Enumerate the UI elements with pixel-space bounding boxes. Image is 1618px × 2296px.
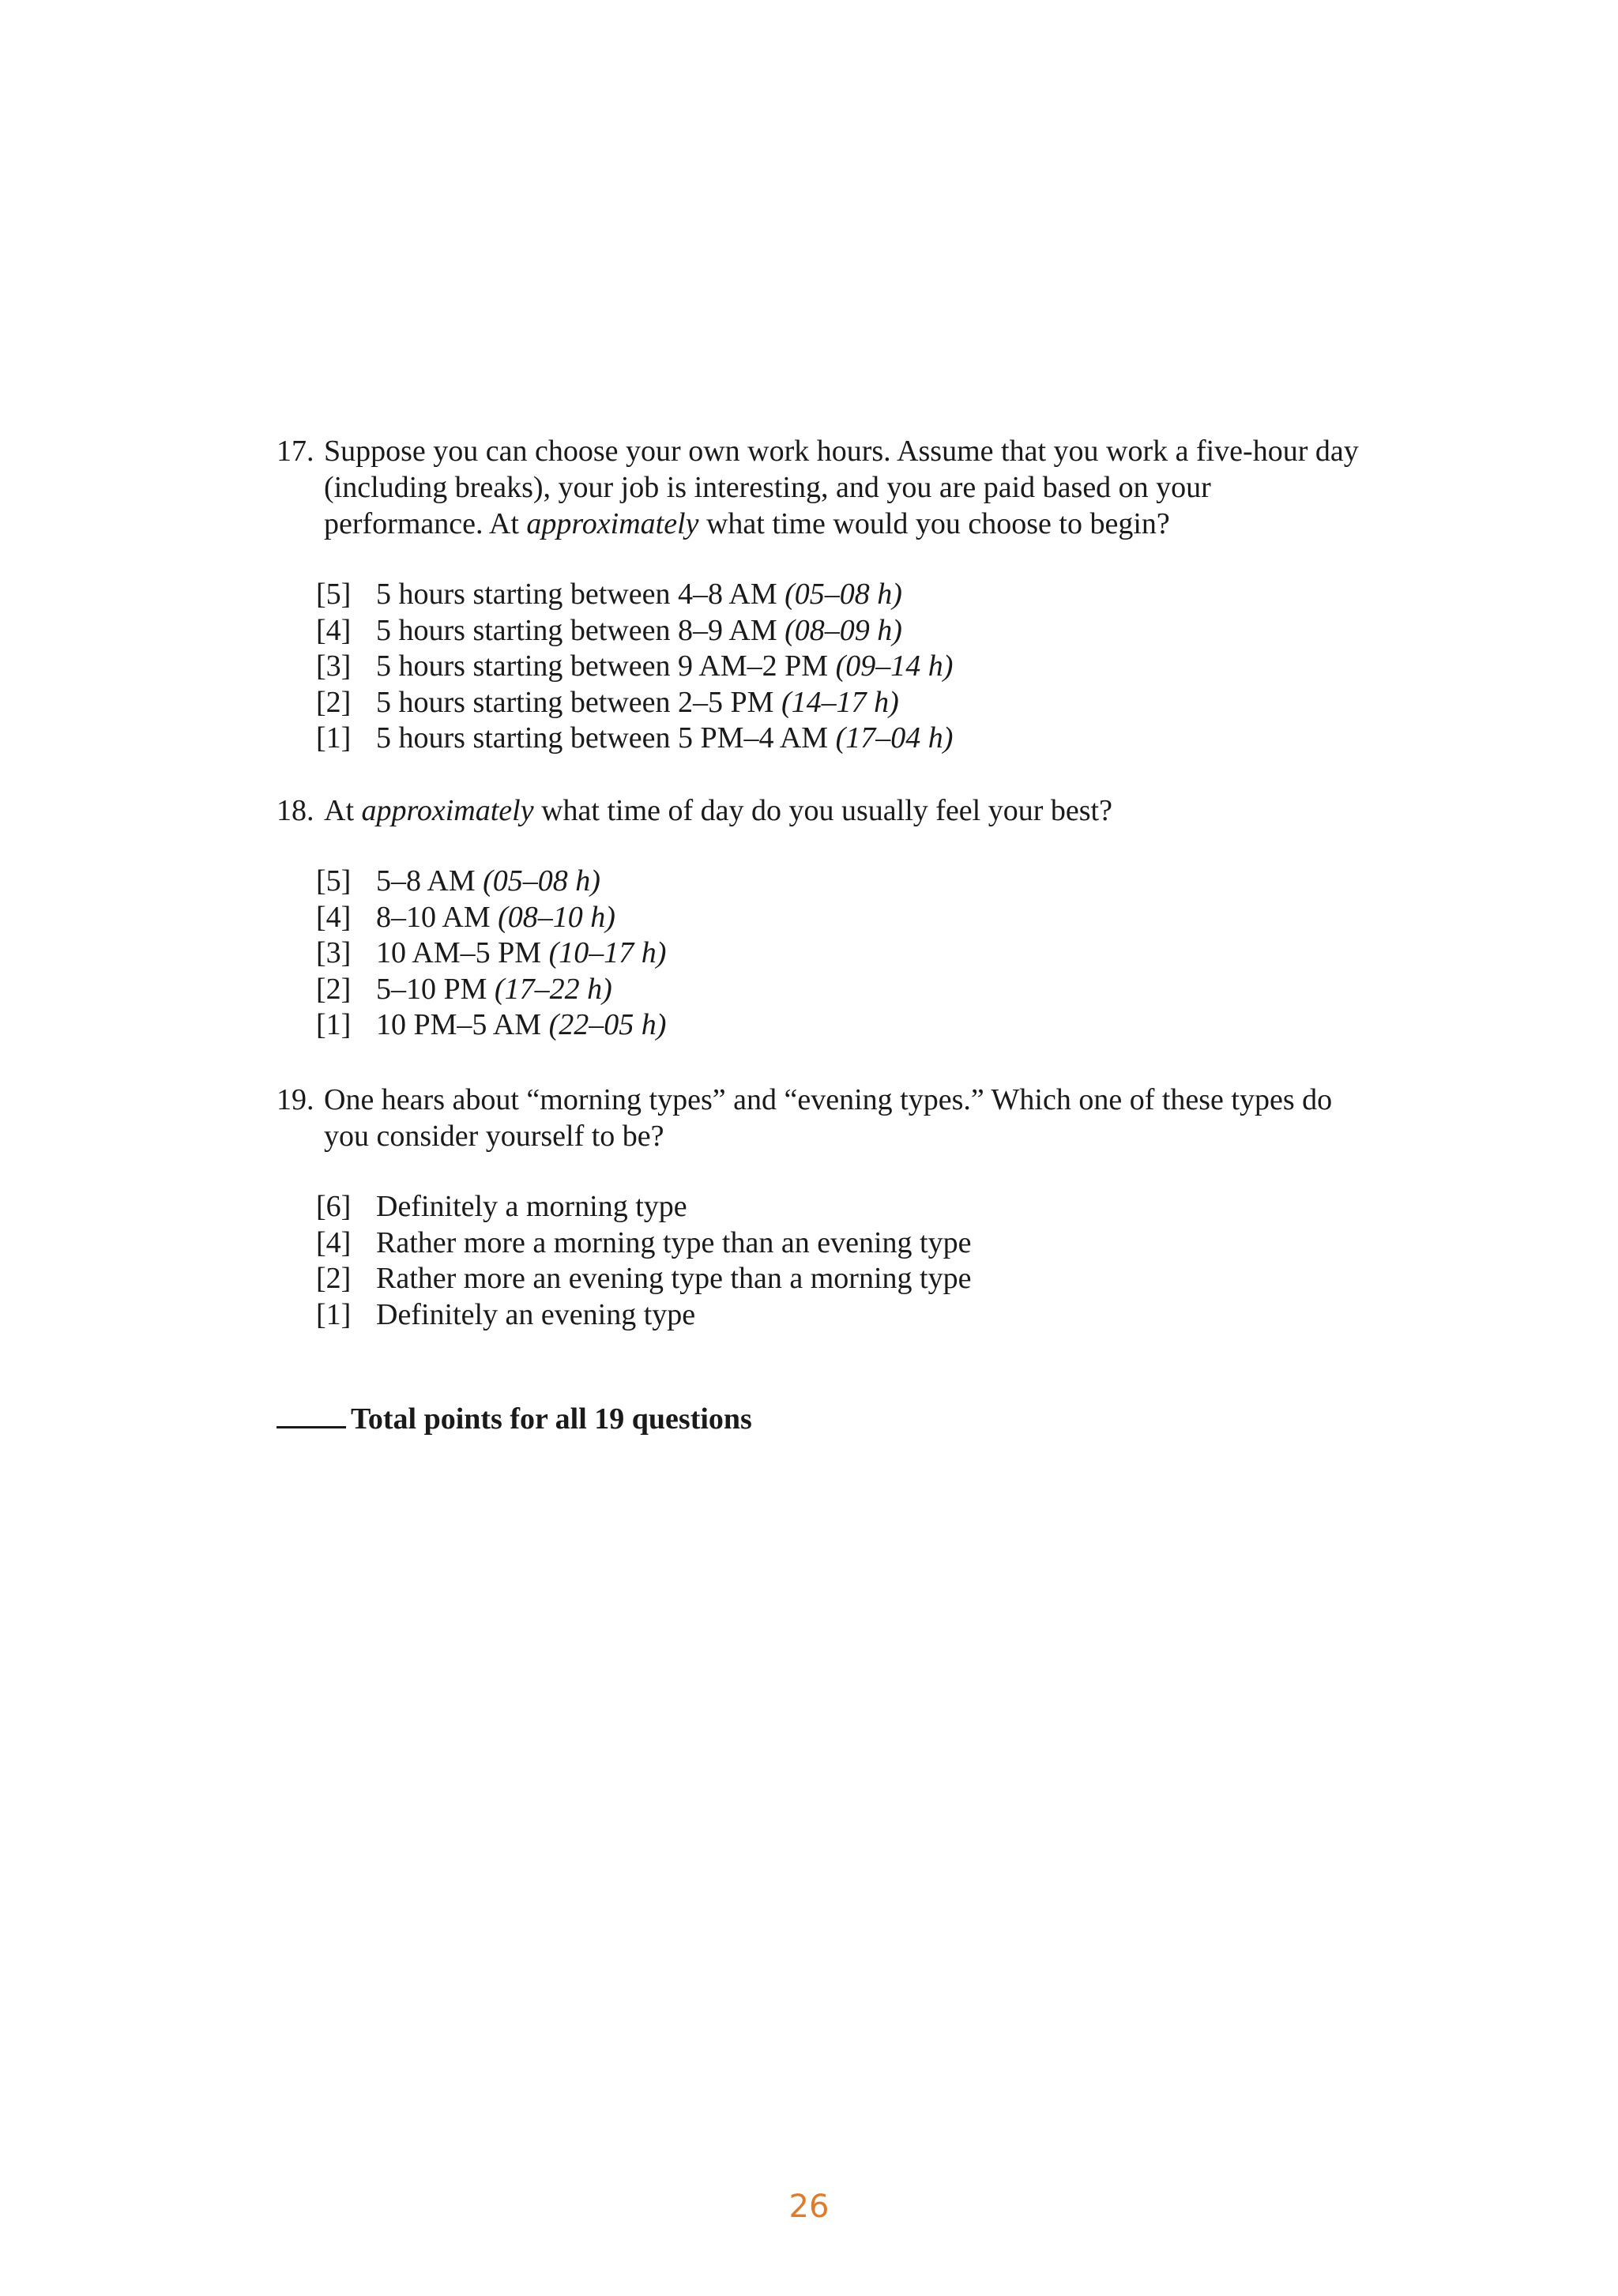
emphasis-text: approximately	[526, 507, 699, 540]
option-text: Definitely an evening type	[376, 1297, 696, 1331]
option-hours: (10–17 h)	[548, 936, 667, 969]
answer-options	[277, 864, 1446, 1044]
option-hours: (05–08 h)	[483, 864, 600, 898]
option-text: 5–8 AM	[376, 864, 484, 898]
question-17	[277, 433, 1446, 757]
option-text: 5–10 PM	[376, 972, 495, 1006]
answer-option[interactable]	[316, 1225, 1446, 1262]
option-points: [2]	[316, 1262, 352, 1295]
question-text-line: you consider yourself to be?	[324, 1120, 664, 1153]
question-number: 17.	[277, 435, 314, 468]
option-hours: (14–17 h)	[781, 685, 899, 719]
option-text: 8–10 AM	[376, 900, 499, 934]
total-points-label: Total points for all 19 questions	[351, 1402, 752, 1436]
answer-option[interactable]	[316, 1297, 1446, 1334]
option-text: 5 hours starting between 2–5 PM	[376, 685, 781, 719]
option-hours: (08–09 h)	[785, 613, 902, 647]
option-hours: (09–14 h)	[835, 649, 954, 683]
total-points-line	[277, 1401, 752, 1437]
answer-options	[277, 577, 1446, 757]
answer-option[interactable]	[316, 649, 1446, 685]
option-points: [2]	[316, 685, 352, 719]
answer-options	[277, 1189, 1446, 1333]
answer-option[interactable]	[316, 613, 1446, 649]
option-hours: (17–04 h)	[835, 721, 954, 755]
option-text: 5 hours starting between 5 PM–4 AM	[376, 721, 836, 755]
question-stem: 18. At approximately what time of day do you usually feel your best?	[277, 794, 1112, 827]
question-number: 19.	[277, 1083, 314, 1116]
answer-option[interactable]	[316, 1007, 1446, 1044]
option-text: 5 hours starting between 8–9 AM	[376, 613, 785, 647]
option-points: [5]	[316, 578, 352, 611]
question-text-line: Suppose you can choose your own work hours. Assume that you work a five-hour day	[324, 435, 1359, 468]
question-19	[277, 1082, 1446, 1333]
option-hours: (22–05 h)	[548, 1008, 667, 1041]
answer-option[interactable]	[316, 900, 1446, 936]
emphasis-text: approximately	[361, 794, 534, 827]
option-points: [3]	[316, 649, 352, 683]
option-points: [1]	[316, 1297, 352, 1331]
total-points-blank[interactable]	[277, 1401, 346, 1428]
question-number: 18.	[277, 794, 314, 827]
page-number: 26	[788, 2189, 830, 2225]
answer-option[interactable]	[316, 935, 1446, 972]
answer-option[interactable]	[316, 1261, 1446, 1297]
option-text: Definitely a morning type	[376, 1190, 687, 1223]
option-text: 5 hours starting between 4–8 AM	[376, 578, 785, 611]
option-points: [4]	[316, 900, 352, 934]
option-hours: (05–08 h)	[785, 578, 902, 611]
answer-option[interactable]	[316, 685, 1446, 721]
question-stem	[277, 1082, 1446, 1154]
option-text: 10 PM–5 AM	[376, 1008, 549, 1041]
answer-option[interactable]	[316, 972, 1446, 1008]
question-18	[277, 792, 1446, 1044]
option-hours: (08–10 h)	[498, 900, 615, 934]
question-text-line: (including breaks), your job is interesting, and you are paid based on your	[324, 471, 1211, 504]
option-hours: (17–22 h)	[494, 972, 612, 1006]
option-text: 10 AM–5 PM	[376, 936, 549, 969]
option-points: [1]	[316, 1008, 352, 1041]
option-points: [3]	[316, 936, 352, 969]
option-points: [5]	[316, 864, 352, 898]
question-text-line: performance. At approximately what time would you choose to begin?	[324, 507, 1170, 540]
answer-option[interactable]	[316, 1189, 1446, 1225]
option-points: [6]	[316, 1190, 352, 1223]
option-points: [1]	[316, 721, 352, 755]
question-stem	[277, 433, 1446, 542]
answer-option[interactable]	[316, 577, 1446, 613]
option-points: [4]	[316, 1225, 352, 1259]
option-points: [4]	[316, 613, 352, 647]
option-text: Rather more an evening type than a morning type	[376, 1262, 972, 1295]
answer-option[interactable]	[316, 721, 1446, 757]
option-text: 5 hours starting between 9 AM–2 PM	[376, 649, 836, 683]
answer-option[interactable]	[316, 864, 1446, 900]
option-points: [2]	[316, 972, 352, 1006]
option-text: Rather more a morning type than an evening type	[376, 1225, 972, 1259]
question-text-line: One hears about “morning types” and “evening types.” Which one of these types do	[324, 1083, 1333, 1116]
